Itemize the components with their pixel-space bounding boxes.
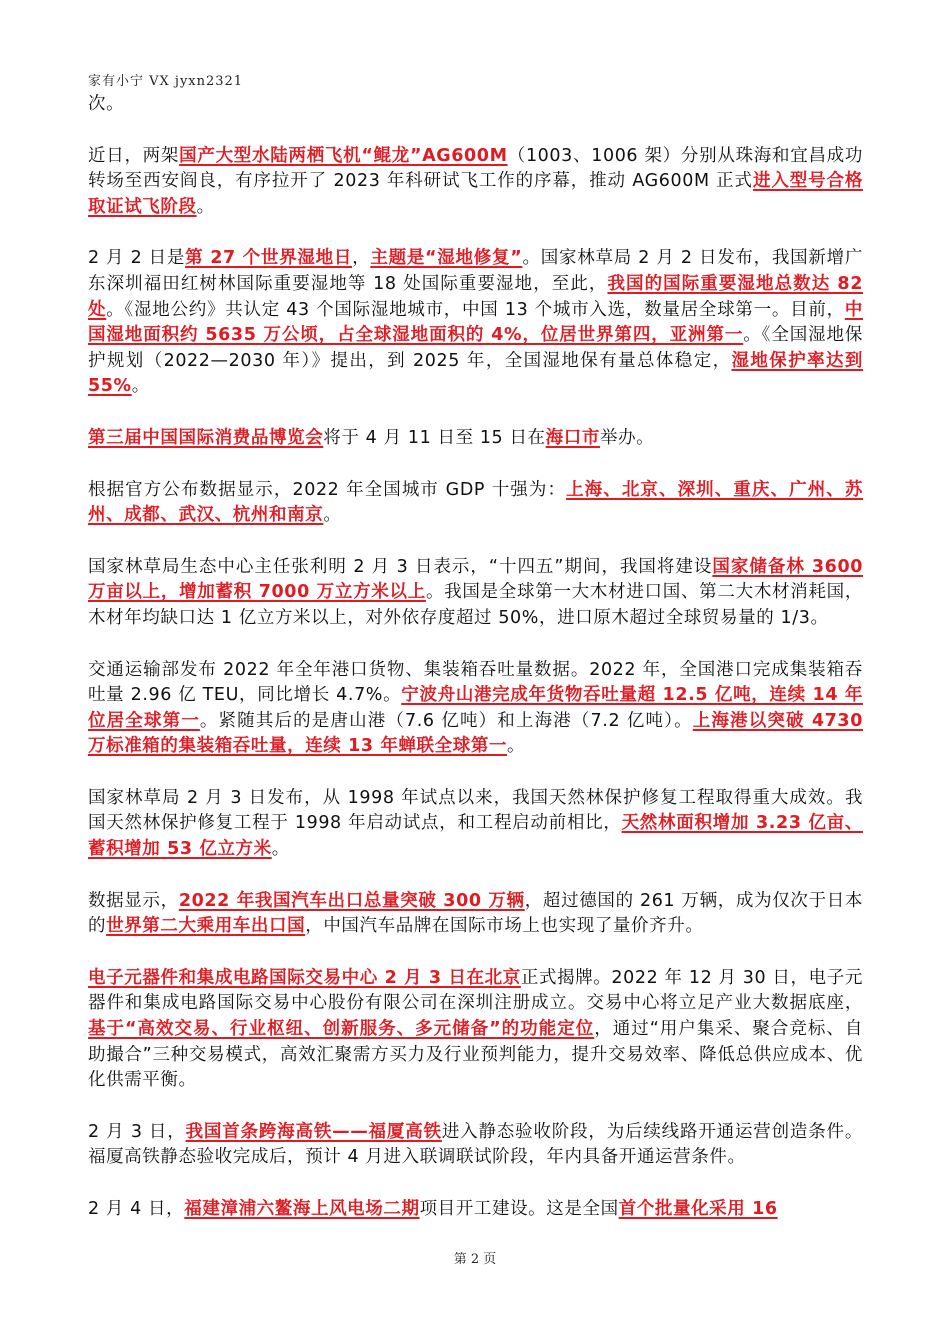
text-run: 2 月 2 日是 bbox=[88, 248, 186, 269]
text-run: 国家林草局生态中心主任张利明 2 月 3 日表示，“十四五”期间，我国将建设 bbox=[88, 556, 713, 577]
paragraph bbox=[88, 144, 863, 221]
text-run: 。 bbox=[196, 196, 215, 217]
text-run: 。《全国湿地保护规划（2022—2030 年）》提出，到 2025 年，全国湿地保有量总体稳定， bbox=[88, 325, 864, 371]
highlighted-text: 我国首条跨海高铁——福厦高铁 bbox=[185, 1121, 442, 1142]
highlighted-text: 海口市 bbox=[545, 427, 600, 448]
paragraph bbox=[88, 786, 863, 863]
text-run: 将于 4 月 11 日至 15 日在 bbox=[323, 427, 546, 448]
text-run: 根据官方公布数据显示，2022 年全国城市 GDP 十强为： bbox=[88, 479, 567, 500]
highlighted-text: 主题是“湿地修复” bbox=[370, 248, 523, 269]
highlighted-text: 上海、北京、深圳、重庆、广州、苏州、成都、武汉、杭州和南京 bbox=[88, 479, 863, 526]
highlighted-text: 基于“高效交易、行业枢纽、创新服务、多元储备”的功能定位 bbox=[88, 1019, 595, 1040]
text-run: 交通运输部发布 2022 年全年港口货物、集装箱吞吐量数据。2022 年，全国港口完成集装箱吞吐量 2.96 亿 TEU，同比增长 4.7%。 bbox=[88, 659, 863, 706]
highlighted-text: 世界第二大乘用车出口国 bbox=[106, 916, 306, 937]
page-number: 第 2 页 bbox=[453, 1252, 497, 1267]
paragraph bbox=[88, 246, 863, 400]
paragraph bbox=[88, 658, 863, 760]
paragraph bbox=[88, 478, 863, 529]
text-run: （1003、1006 架）分别从珠海和宜昌成功转场至西安阎良，有序拉开了 2023 年科研试飞工作的序幕，推动 AG600M 正式 bbox=[88, 145, 864, 192]
document-body bbox=[88, 92, 863, 1249]
paragraph bbox=[88, 92, 863, 118]
highlighted-text: 宁波舟山港完成年货物吞吐量超 12.5 亿吨，连续 14 年位居全球第一 bbox=[88, 685, 863, 731]
text-run: 项目开工建设。这是全国 bbox=[419, 1199, 619, 1219]
text-run: ，通过“用户集采、聚合竞标、自助撮合”三种交易模式，高效汇聚需方买力及行业预判能力，提升交易效率、降低总供应成本、优化供需平衡。 bbox=[88, 1019, 863, 1091]
highlighted-text: 国产大型水陆两栖飞机“鲲龙”AG600M bbox=[179, 145, 508, 166]
highlighted-text: 上海港以突破 4730 万标准箱的集装箱吞吐量，连续 13 年蝉联全球第一 bbox=[88, 710, 863, 757]
highlighted-text: 进入型号合格取证试飞阶段 bbox=[88, 171, 863, 217]
text-run: 2 月 3 日， bbox=[88, 1121, 186, 1142]
highlighted-text: 天然林面积增加 3.23 亿亩、蓄积增加 53 亿立方米 bbox=[88, 813, 863, 860]
paragraph bbox=[88, 555, 863, 632]
text-run: ，中国汽车品牌在国际市场上也实现了量价齐升。 bbox=[305, 916, 704, 937]
text-run: 。我国是全球第一大木材进口国、第二大木材消耗国，木材年均缺口达 1 亿立方米以上，对外依存度超过 50%，进口原木超过全球贸易量的 1/3。 bbox=[88, 582, 863, 628]
highlighted-text: 第三届中国国际消费品博览会 bbox=[88, 427, 324, 448]
text-run: ， bbox=[352, 248, 371, 269]
text-run: 。 bbox=[323, 505, 342, 526]
paragraph bbox=[88, 426, 863, 452]
text-run: ，超过德国的 261 万辆，成为仅次于日本的 bbox=[88, 890, 864, 937]
text-run: 。 bbox=[507, 736, 526, 757]
paragraph bbox=[88, 966, 863, 1094]
paragraph bbox=[88, 889, 863, 940]
text-run: 国家林草局 2 月 3 日发布，从 1998 年试点以来，我国天然林保护修复工程取得重大成效。我国天然林保护修复工程于 1998 年启动试点，和工程启动前相比， bbox=[88, 787, 863, 834]
paragraph bbox=[88, 1197, 863, 1223]
text-run: 近日，两架 bbox=[88, 145, 180, 166]
text-run: 。国家林草局 2 月 2 日发布，我国新增广东深圳福田红树林国际重要湿地等 18 处国际重要湿地，至此， bbox=[88, 248, 863, 294]
text-run: 次。 bbox=[88, 94, 125, 114]
highlighted-text: 2022 年我国汽车出口总量突破 300 万辆 bbox=[178, 890, 525, 911]
text-run: 进入静态验收阶段，为后续线路开通运营创造条件。福厦高铁静态验收完成后，预计 4 月进入联调联试阶段，年内具备开通运营条件。 bbox=[88, 1121, 863, 1168]
highlighted-text: 电子元器件和集成电路国际交易中心 2 月 3 日在北京 bbox=[88, 967, 521, 988]
text-run: 举办。 bbox=[599, 427, 655, 448]
highlighted-text: 我国的国际重要湿地总数达 82 处 bbox=[88, 273, 863, 320]
text-run: 数据显示， bbox=[88, 890, 179, 911]
text-run: 2 月 4 日， bbox=[88, 1199, 185, 1219]
paragraph bbox=[88, 1120, 863, 1171]
highlighted-text: 湿地保护率达到 55% bbox=[88, 350, 863, 397]
text-run: 。紧随其后的是唐山港（7.6 亿吨）和上海港（7.2 亿吨）。 bbox=[199, 710, 693, 731]
text-run: 。《湿地公约》共认定 43 个国际湿地城市，中国 13 个城市入选，数量居全球第一。目前， bbox=[106, 299, 845, 320]
text-run: 正式揭牌。2022 年 12 月 30 日，电子元器件和集成电路国际交易中心股份有限公司在深圳注册成立。交易中心将立足产业大数据底座， bbox=[88, 967, 863, 1014]
highlighted-text: 中国湿地面积约 5635 万公顷，占全球湿地面积的 4%，位居世界第四，亚洲第一 bbox=[88, 299, 863, 346]
highlighted-text: 首个批量化采用 16 bbox=[618, 1199, 778, 1219]
page-header: 家有小宁 VX jyxn2321 bbox=[88, 74, 244, 89]
highlighted-text: 福建漳浦六鳌海上风电场二期 bbox=[184, 1199, 420, 1219]
highlighted-text: 国家储备林 3600 万亩以上，增加蓄积 7000 万立方米以上 bbox=[88, 556, 863, 603]
text-run: 。 bbox=[131, 376, 150, 397]
text-run: 。 bbox=[271, 839, 290, 860]
highlighted-text: 第 27 个世界湿地日 bbox=[185, 248, 353, 269]
